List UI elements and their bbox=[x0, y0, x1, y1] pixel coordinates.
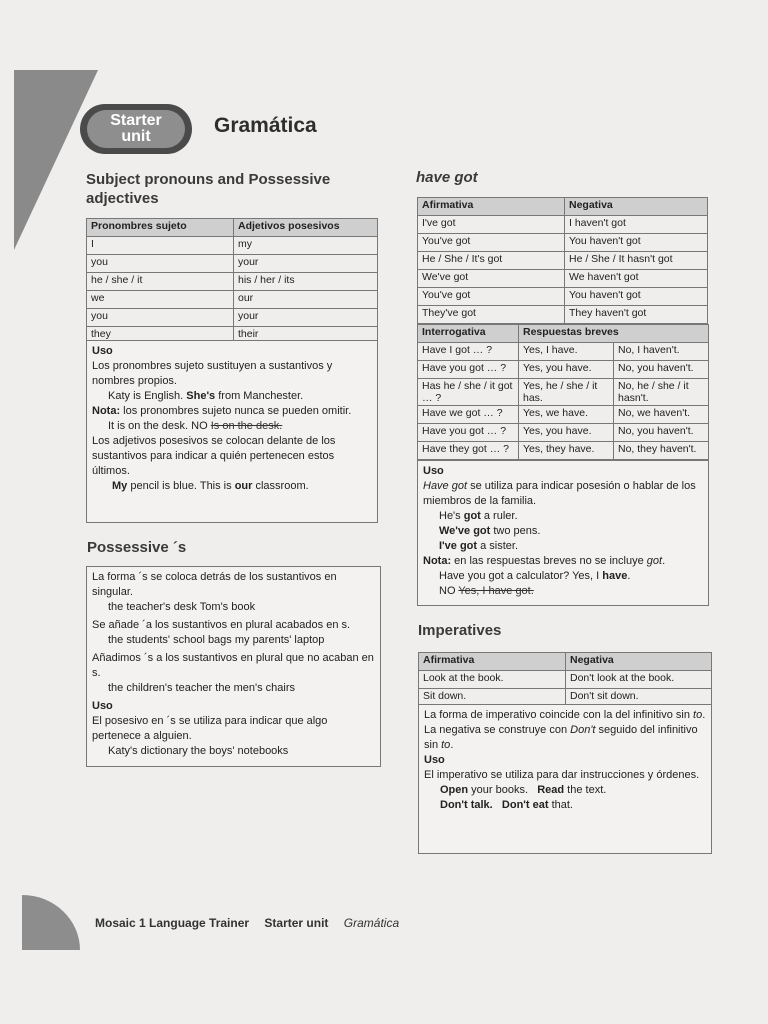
interrogative-col-header: Interrogativa bbox=[418, 325, 519, 343]
example-line: the children's teacher the men's chairs bbox=[108, 682, 296, 694]
table-cell: Have I got … ? bbox=[418, 343, 519, 361]
table-cell: Yes, I have. bbox=[519, 343, 614, 361]
example-line: Katy's dictionary the boys' notebooks bbox=[108, 745, 289, 757]
table-cell: Has he / she / it got … ? bbox=[418, 379, 519, 406]
table-row bbox=[418, 424, 709, 442]
usage-text: Los adjetivos posesivos se colocan delante de los sustantivos para indicar a quién pertenecen estos últimos. bbox=[92, 435, 336, 477]
table-cell: we bbox=[87, 291, 234, 309]
table-cell: he / she / it bbox=[87, 273, 234, 291]
have-got-questions-table bbox=[417, 324, 709, 460]
table-cell: Don't look at the book. bbox=[566, 671, 712, 689]
table-cell: No, they haven't. bbox=[614, 442, 709, 460]
table-row bbox=[418, 306, 708, 324]
table-cell: his / her / its bbox=[234, 273, 378, 291]
table-cell: Yes, you have. bbox=[519, 361, 614, 379]
example-line: Have you got a calculator? Yes, I have. bbox=[439, 570, 631, 582]
example-line: We've got two pens. bbox=[439, 525, 541, 537]
subject-pronouns-heading: Subject pronouns and Possessive adjectives bbox=[86, 171, 331, 207]
table-cell: No, we haven't. bbox=[614, 406, 709, 424]
uso-label: Uso bbox=[423, 465, 444, 477]
imperatives-heading: Imperatives bbox=[418, 622, 502, 639]
short-answers-col-header: Respuestas breves bbox=[519, 325, 709, 343]
table-cell: You've got bbox=[418, 234, 565, 252]
table-cell: No, I haven't. bbox=[614, 343, 709, 361]
possessive-s-box bbox=[86, 566, 381, 767]
table-row bbox=[87, 237, 378, 255]
table-row bbox=[419, 671, 712, 689]
table-cell: You haven't got bbox=[565, 288, 708, 306]
badge-line1: Starter bbox=[110, 112, 162, 129]
table-cell: Yes, you have. bbox=[519, 424, 614, 442]
example-line: Katy is English. She's from Manchester. bbox=[108, 390, 304, 402]
table-row bbox=[418, 406, 709, 424]
table-cell: They've got bbox=[418, 306, 565, 324]
table-row bbox=[418, 234, 708, 252]
nota-line: Nota: en las respuestas breves no se incluye got. bbox=[423, 555, 666, 567]
footer-section: Gramática bbox=[343, 916, 400, 930]
table-row bbox=[418, 343, 709, 361]
negative-col-header: Negativa bbox=[565, 198, 708, 216]
table-cell: I've got bbox=[418, 216, 565, 234]
table-cell: my bbox=[234, 237, 378, 255]
usage-text: Have got se utiliza para indicar posesión o hablar de los miembros de la familia. bbox=[423, 480, 696, 507]
table-cell: you bbox=[87, 309, 234, 327]
example-line: the students' school bags my parents' laptop bbox=[108, 634, 325, 646]
pronouns-usage-box bbox=[86, 340, 378, 523]
table-cell: Look at the book. bbox=[419, 671, 566, 689]
usage-text: La forma ´s se coloca detrás de los sustantivos en singular. bbox=[92, 571, 337, 598]
usage-text: Los pronombres sujeto sustituyen a sustantivos y nombres propios. bbox=[92, 360, 333, 387]
table-row bbox=[418, 252, 708, 270]
table-row bbox=[418, 379, 709, 406]
example-line: He's got a ruler. bbox=[439, 510, 518, 522]
example-line: It is on the desk. NO Is on the desk. bbox=[108, 420, 283, 432]
have-got-heading: have got bbox=[416, 169, 478, 186]
nota-line: Nota: los pronombres sujeto nunca se pueden omitir. bbox=[92, 405, 352, 417]
uso-label: Uso bbox=[424, 754, 445, 766]
example-line: I've got a sister. bbox=[439, 540, 519, 552]
table-cell: Yes, they have. bbox=[519, 442, 614, 460]
table-row bbox=[418, 216, 708, 234]
page-title: Gramática bbox=[214, 114, 317, 137]
table-cell: Have you got … ? bbox=[418, 424, 519, 442]
example-line: Don't talk. Don't eat that. bbox=[440, 799, 573, 811]
table-row bbox=[418, 288, 708, 306]
usage-text: La forma de imperativo coincide con la del infinitivo sin to. bbox=[424, 709, 706, 721]
table-cell: your bbox=[234, 255, 378, 273]
table-cell: Sit down. bbox=[419, 689, 566, 707]
table-cell: We haven't got bbox=[565, 270, 708, 288]
table-cell: Have you got … ? bbox=[418, 361, 519, 379]
table-row bbox=[87, 255, 378, 273]
affirmative-col-header: Afirmativa bbox=[418, 198, 565, 216]
usage-text: Se añade ´a los sustantivos en plural acabados en s. bbox=[92, 619, 351, 631]
footer-book-title: Mosaic 1 Language Trainer bbox=[95, 916, 250, 930]
table-row bbox=[87, 273, 378, 291]
starter-unit-badge bbox=[80, 104, 192, 154]
table-cell: No, you haven't. bbox=[614, 361, 709, 379]
affirmative-col-header: Afirmativa bbox=[419, 653, 566, 671]
badge-line2: unit bbox=[121, 128, 151, 145]
table-cell: you bbox=[87, 255, 234, 273]
possessives-col-header: Adjetivos posesivos bbox=[234, 219, 378, 237]
corner-decoration-bottom bbox=[22, 895, 80, 950]
imperatives-table bbox=[418, 652, 712, 707]
page-footer bbox=[95, 916, 411, 930]
table-row bbox=[418, 442, 709, 460]
pronouns-col-header: Pronombres sujeto bbox=[87, 219, 234, 237]
usage-text: La negativa se construye con Don't seguido del infinitivo sin to. bbox=[424, 724, 698, 751]
table-cell: No, you haven't. bbox=[614, 424, 709, 442]
table-cell: You've got bbox=[418, 288, 565, 306]
pronouns-table bbox=[86, 218, 378, 345]
table-cell: He / She / It hasn't got bbox=[565, 252, 708, 270]
table-cell: I bbox=[87, 237, 234, 255]
table-cell: their bbox=[234, 327, 378, 345]
table-cell: They haven't got bbox=[565, 306, 708, 324]
example-line: Open your books. Read the text. bbox=[440, 784, 607, 796]
table-row bbox=[418, 270, 708, 288]
table-cell: Have we got … ? bbox=[418, 406, 519, 424]
table-cell: You haven't got bbox=[565, 234, 708, 252]
table-cell: No, he / she / it hasn't. bbox=[614, 379, 709, 406]
table-cell: your bbox=[234, 309, 378, 327]
table-cell: Yes, we have. bbox=[519, 406, 614, 424]
table-cell: He / She / It's got bbox=[418, 252, 565, 270]
table-row bbox=[418, 361, 709, 379]
usage-text: El posesivo en ´s se utiliza para indicar que algo pertenece a alguien. bbox=[92, 715, 328, 742]
table-cell: our bbox=[234, 291, 378, 309]
uso-label: Uso bbox=[92, 345, 113, 357]
possessive-s-heading: Possessive ´s bbox=[87, 539, 187, 556]
example-line: the teacher's desk Tom's book bbox=[108, 601, 256, 613]
table-cell: Don't sit down. bbox=[566, 689, 712, 707]
imperatives-usage-box bbox=[418, 704, 712, 854]
have-got-affirmative-negative-table bbox=[417, 197, 708, 324]
table-cell: Have they got … ? bbox=[418, 442, 519, 460]
usage-text: Añadimos ´s a los sustantivos en plural que no acaban en s. bbox=[92, 652, 374, 679]
uso-label: Uso bbox=[92, 700, 113, 712]
table-row bbox=[87, 291, 378, 309]
usage-text: El imperativo se utiliza para dar instrucciones y órdenes. bbox=[424, 769, 700, 781]
footer-unit: Starter unit bbox=[264, 916, 329, 930]
table-cell: Yes, he / she / it has. bbox=[519, 379, 614, 406]
table-cell: they bbox=[87, 327, 234, 345]
table-row bbox=[87, 309, 378, 327]
example-line: My pencil is blue. This is our classroom. bbox=[112, 480, 309, 492]
table-cell: We've got bbox=[418, 270, 565, 288]
negative-col-header: Negativa bbox=[566, 653, 712, 671]
example-line: NO Yes, I have got. bbox=[439, 585, 534, 597]
have-got-usage-box bbox=[417, 460, 709, 606]
table-cell: I haven't got bbox=[565, 216, 708, 234]
